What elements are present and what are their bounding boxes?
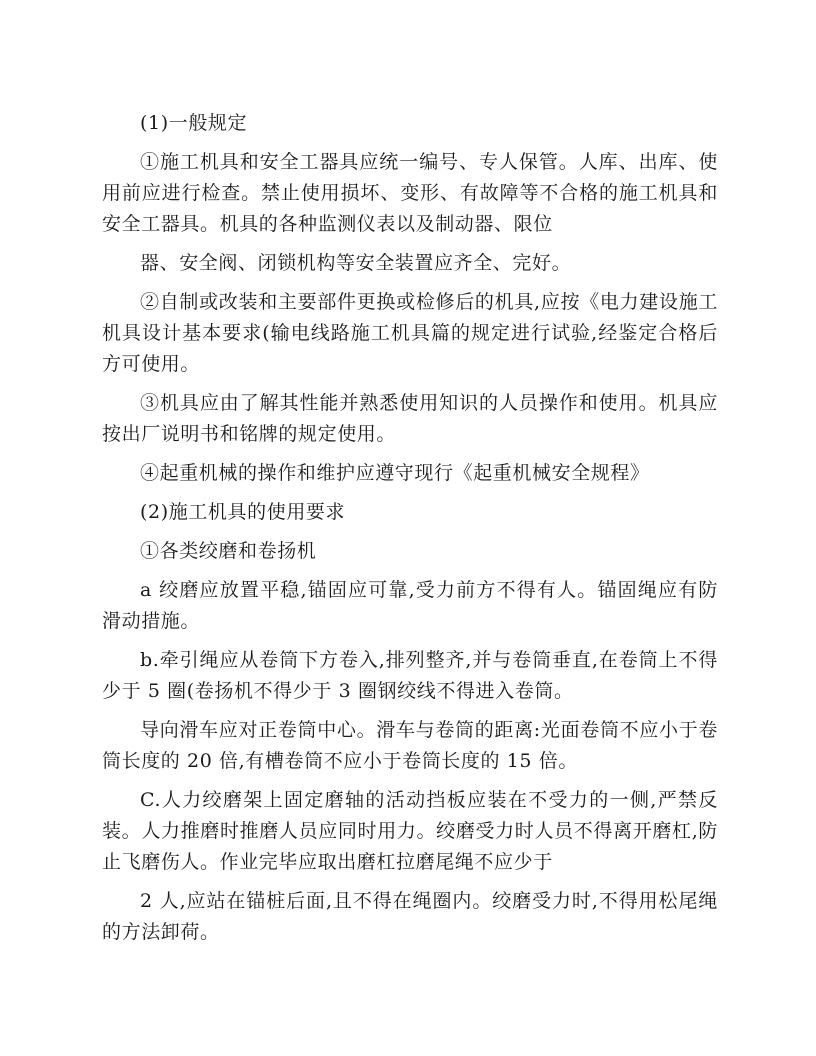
subheading-winches: ①各类绞磨和卷扬机: [140, 540, 317, 562]
section-heading-general-rules: (1)一般规定: [140, 112, 248, 134]
paragraph-rule-4: ④起重机械的操作和维护应遵守现行《起重机械安全规程》: [140, 462, 650, 484]
paragraph-rule-3: ③机具应由了解其性能并熟悉使用知识的人员操作和使用。机具应按出厂说明书和铭牌的规定使用。: [102, 392, 718, 445]
paragraph-rule-1: ①施工机具和安全工器具应统一编号、专人保管。人库、出库、使用前应进行检查。禁止使用损坏、变形、有故障等不合格的施工机具和安全工器具。机具的各种监测仪表以及制动器、限位: [102, 151, 718, 235]
paragraph-item-c: C.人力绞磨架上固定磨轴的活动挡板应装在不受力的一侧,严禁反装。人力推磨时推磨人员应同时用力。绞磨受力时人员不得离开磨杠,防止飞磨伤人。作业完毕应取出磨杠拉磨尾绳不应少于: [102, 789, 718, 873]
paragraph-rule-1-continued: 器、安全阀、闭锁机构等安全装置应齐全、完好。: [140, 252, 572, 274]
document-page: [102, 108, 718, 956]
paragraph-guide-pulley: 导向滑车应对正卷筒中心。滑车与卷筒的距离:光面卷筒不应小于卷筒长度的 20 倍,有槽卷筒不应小于卷筒长度的 15 倍。: [102, 719, 718, 772]
paragraph-item-c-continued: 2 人,应站在锚桩后面,且不得在绳圈内。绞磨受力时,不得用松尾绳的方法卸荷。: [102, 890, 718, 943]
paragraph-rule-2: ②自制或改装和主要部件更换或检修后的机具,应按《电力建设施工机具设计基本要求(输电线路施工机具篇的规定进行试验,经鉴定合格后方可使用。: [102, 291, 718, 375]
paragraph-item-a: a 绞磨应放置平稳,锚固应可靠,受力前方不得有人。锚固绳应有防滑动措施。: [102, 579, 718, 632]
paragraph-item-b: b.牵引绳应从卷筒下方卷入,排列整齐,并与卷筒垂直,在卷筒上不得少于 5 圈(卷扬机不得少于 3 圈钢绞线不得进入卷筒。: [102, 649, 718, 702]
section-heading-usage-requirements: (2)施工机具的使用要求: [140, 501, 346, 523]
